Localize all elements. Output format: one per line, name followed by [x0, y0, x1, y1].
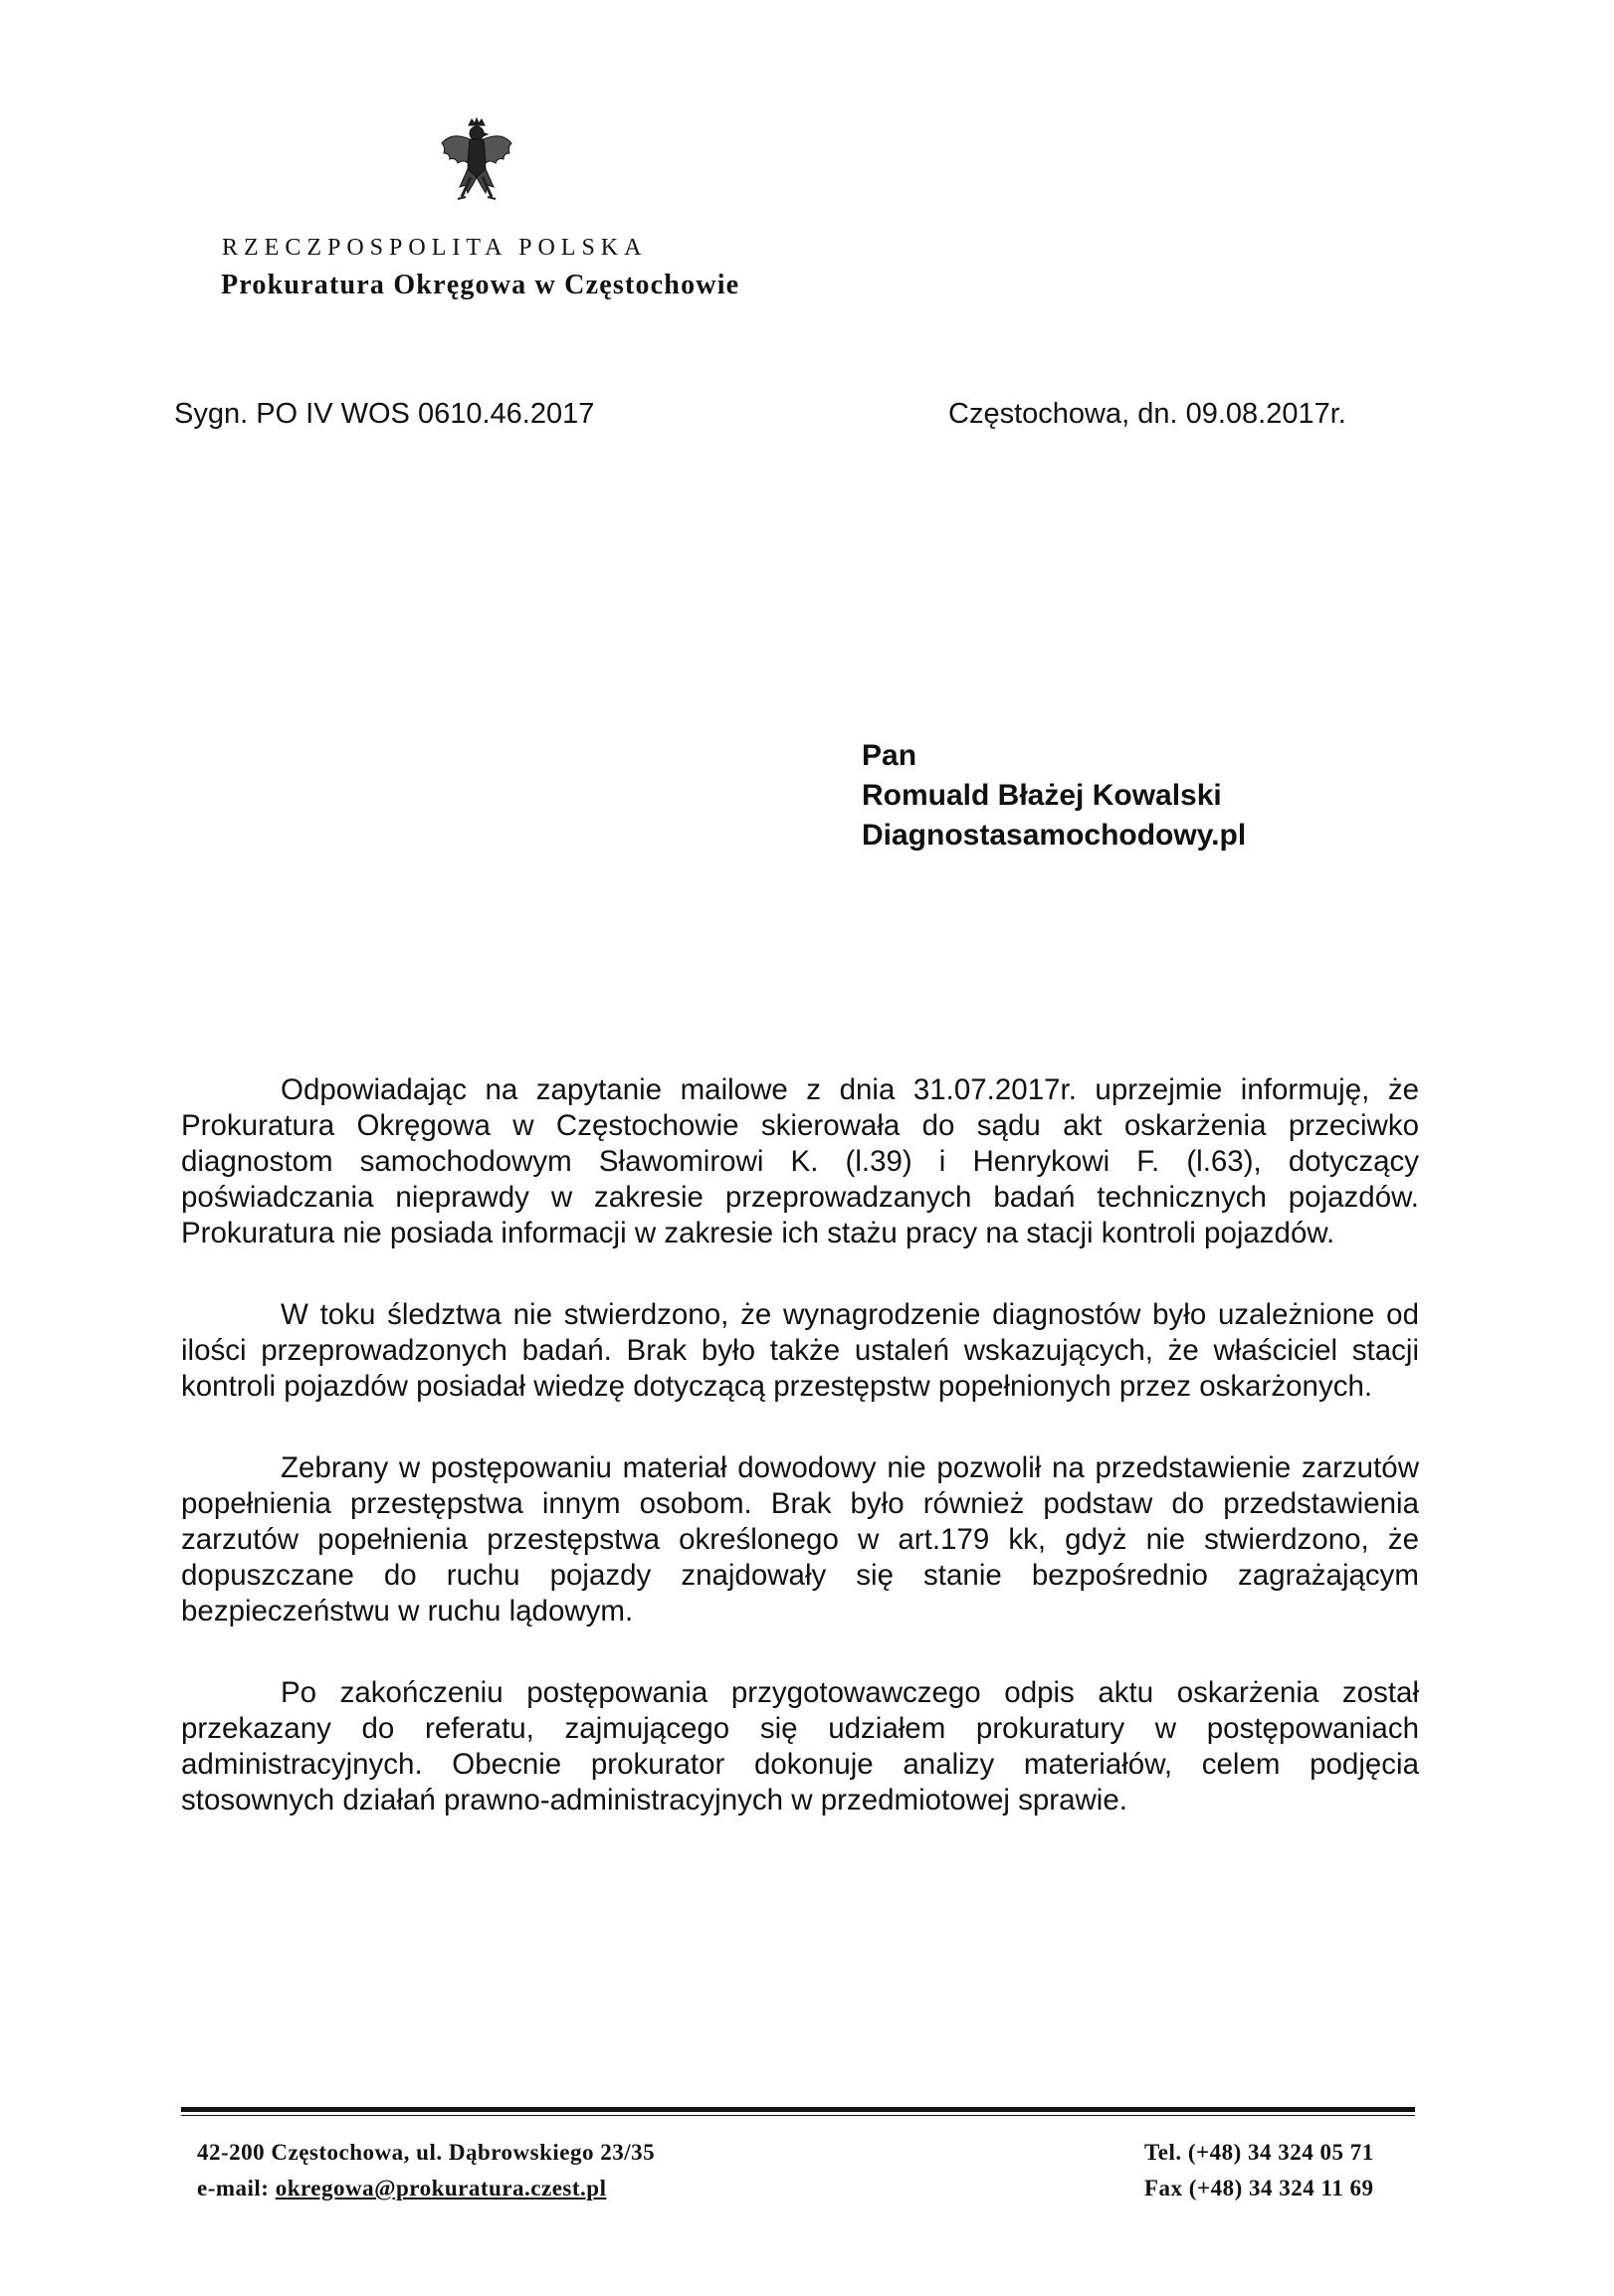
- footer-contact-left: [197, 2135, 655, 2206]
- country-name: RZECZPOSPOLITA POLSKA: [222, 235, 648, 261]
- paragraph-2: W toku śledztwa nie stwierdzono, że wynagrodzenie diagnostów było uzależnione od ilości przeprowadzonych badań. Brak było także ustaleń wskazujących, że właściciel stacji kontroli pojazdów posiadał wiedzę dotyczącą przestępstw popełnionych przez oskarżonych.: [181, 1298, 1419, 1403]
- letter-body: [181, 1072, 1419, 1864]
- office-name: Prokuratura Okręgowa w Częstochowie: [221, 270, 740, 300]
- reference-number: Sygn. PO IV WOS 0610.46.2017: [174, 398, 595, 430]
- recipient-organization: Diagnostasamochodowy.pl: [862, 819, 1247, 852]
- footer-fax: Fax (+48) 34 324 11 69: [1144, 2176, 1374, 2200]
- polish-eagle-emblem-icon: [438, 117, 515, 205]
- footer-address: 42-200 Częstochowa, ul. Dąbrowskiego 23/35: [197, 2140, 656, 2165]
- footer-contact-right: [1144, 2135, 1374, 2206]
- recipient-block: [862, 736, 1246, 856]
- paragraph-4: Po zakończeniu postępowania przygotowawczego odpis aktu oskarżenia został przekazany do referatu, zajmującego się udziałem prokuratury w postępowaniach administracyjnych. Obecnie prokurator dokonuje analizy materiałów, celem podjęcia stosownych działań prawno-administracyjnych w przedmiotowej sprawie.: [181, 1676, 1419, 1817]
- email-label: e-mail:: [197, 2176, 276, 2200]
- footer-telephone: Tel. (+48) 34 324 05 71: [1144, 2140, 1374, 2165]
- paragraph-3: Zebrany w postępowaniu materiał dowodowy nie pozwolił na przedstawienie zarzutów popełnienia przestępstwa innym osobom. Brak było również podstaw do przedstawienia zarzutów popełnienia przestępstwa określonego w art.179 kk, gdyż nie stwierdzono, że dopuszczane do ruchu pojazdy znajdowały się stanie bezpośrednio zagrażającym bezpieczeństwu w ruchu lądowym.: [181, 1451, 1419, 1627]
- recipient-salutation: Pan: [862, 739, 917, 772]
- paragraph-1: Odpowiadając na zapytanie mailowe z dnia 31.07.2017r. uprzejmie informuję, że Prokuratura Okręgowa w Częstochowie skierowała do sądu akt oskarżenia przeciwko diagnostom samochodowym Sławomirowi K. (l.39) i Henrykowi F. (l.63), dotyczący poświadczania nieprawdy w zakresie przeprowadzanych badań technicznych pojazdów. Prokuratura nie posiada informacji w zakresie ich stażu pracy na stacji kontroli pojazdów.: [181, 1073, 1419, 1249]
- recipient-name: Romuald Błażej Kowalski: [862, 779, 1222, 812]
- place-and-date: Częstochowa, dn. 09.08.2017r.: [948, 398, 1346, 430]
- footer-divider-thick: [181, 2107, 1415, 2112]
- email-link[interactable]: okregowa@prokuratura.czest.pl: [275, 2176, 607, 2200]
- footer-divider-thin: [181, 2115, 1415, 2116]
- footer-email-line: [197, 2171, 655, 2206]
